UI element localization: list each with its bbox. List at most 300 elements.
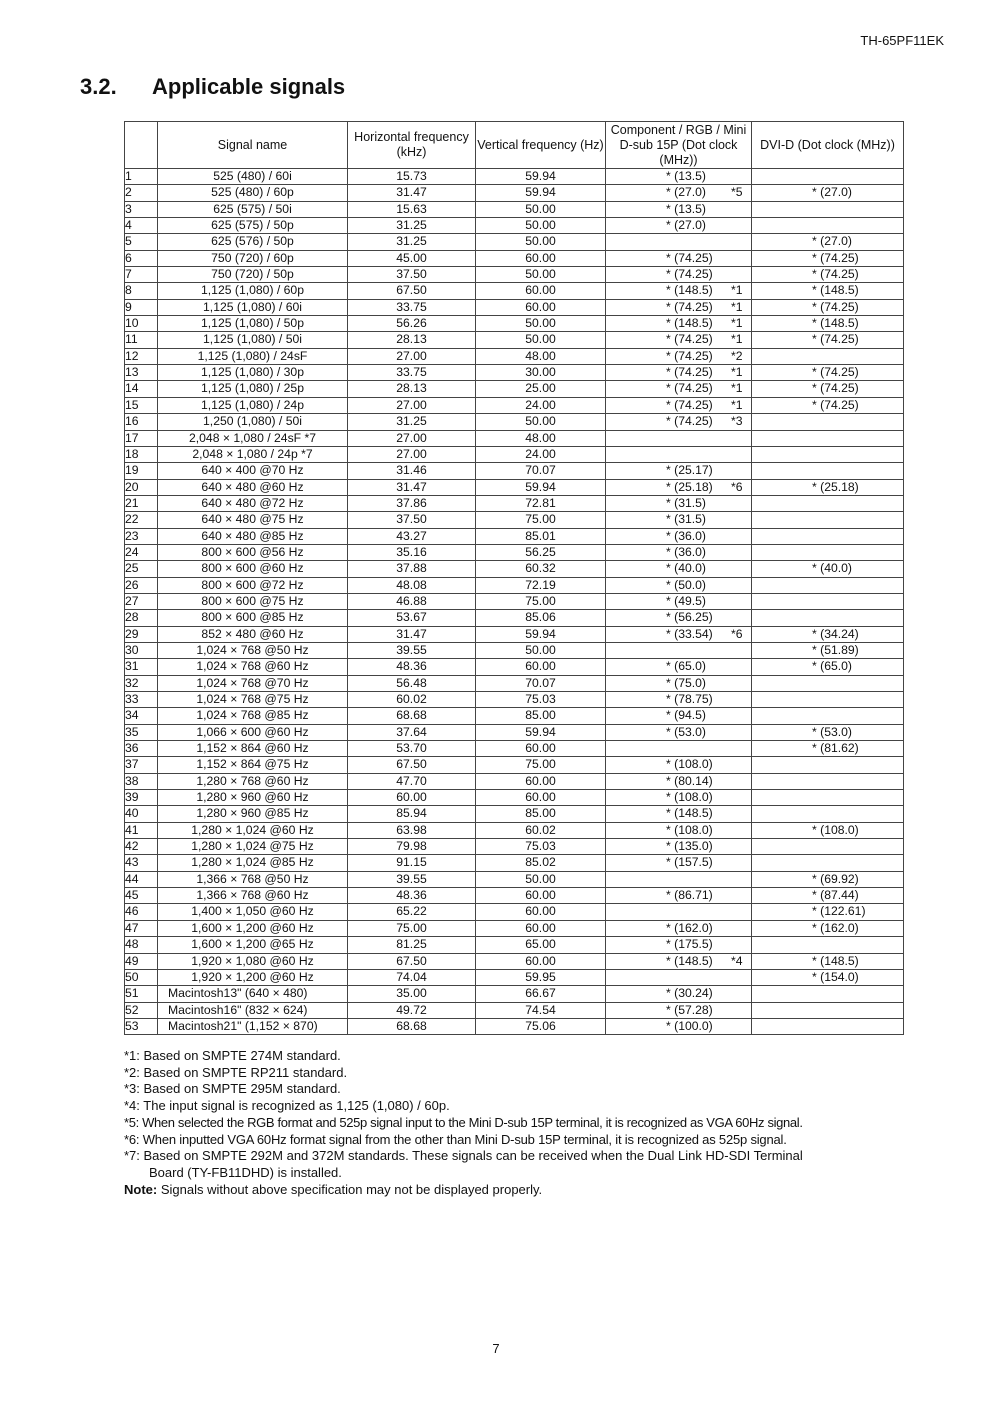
vertical-frequency: 50.00 xyxy=(476,267,606,283)
vertical-frequency: 56.25 xyxy=(476,544,606,560)
vertical-frequency: 60.00 xyxy=(476,299,606,315)
row-number: 16 xyxy=(125,414,158,430)
component-rgb-clock xyxy=(606,757,752,773)
horizontal-frequency: 27.00 xyxy=(348,430,476,446)
component-clock-value: * (33.54) xyxy=(666,626,713,641)
vertical-frequency: 59.94 xyxy=(476,724,606,740)
component-rgb-clock xyxy=(606,185,752,201)
footnotes xyxy=(124,1048,803,1198)
component-clock-value: * (108.0) xyxy=(666,790,713,805)
horizontal-frequency: 31.25 xyxy=(348,218,476,234)
dvi-clock-value: * (27.0) xyxy=(812,234,852,249)
dvi-clock-value: * (74.25) xyxy=(812,381,859,396)
row-number: 23 xyxy=(125,528,158,544)
dvi-d-clock xyxy=(752,250,904,266)
table-row xyxy=(125,986,904,1002)
horizontal-frequency: 75.00 xyxy=(348,920,476,936)
signal-name: 1,024 × 768 @60 Hz xyxy=(158,659,348,675)
table-row xyxy=(125,1002,904,1018)
vertical-frequency: 30.00 xyxy=(476,365,606,381)
vertical-frequency: 85.02 xyxy=(476,855,606,871)
dvi-clock-value: * (148.5) xyxy=(812,953,859,968)
row-number: 22 xyxy=(125,512,158,528)
dvi-d-clock xyxy=(752,806,904,822)
row-number: 31 xyxy=(125,659,158,675)
table-row xyxy=(125,757,904,773)
component-clock-value: * (74.25) xyxy=(666,332,713,347)
row-number: 32 xyxy=(125,675,158,691)
table-row xyxy=(125,283,904,299)
vertical-frequency: 50.00 xyxy=(476,332,606,348)
component-rgb-clock xyxy=(606,381,752,397)
row-number: 18 xyxy=(125,446,158,462)
horizontal-frequency: 67.50 xyxy=(348,953,476,969)
component-clock-value: * (108.0) xyxy=(666,757,713,772)
component-clock-value: * (25.17) xyxy=(666,463,713,478)
dvi-clock-value: * (74.25) xyxy=(812,250,859,265)
dvi-clock-value: * (162.0) xyxy=(812,920,859,935)
component-clock-value: * (148.5) xyxy=(666,806,713,821)
table-row xyxy=(125,299,904,315)
vertical-frequency: 85.00 xyxy=(476,708,606,724)
vertical-frequency: 25.00 xyxy=(476,381,606,397)
component-clock-value: * (148.5) xyxy=(666,953,713,968)
horizontal-frequency: 79.98 xyxy=(348,839,476,855)
vertical-frequency: 66.67 xyxy=(476,986,606,1002)
row-number: 36 xyxy=(125,741,158,757)
dvi-d-clock xyxy=(752,299,904,315)
horizontal-frequency: 45.00 xyxy=(348,250,476,266)
horizontal-frequency: 60.00 xyxy=(348,790,476,806)
component-clock-value: * (148.5) xyxy=(666,283,713,298)
vertical-frequency: 60.00 xyxy=(476,250,606,266)
dvi-d-clock xyxy=(752,348,904,364)
component-clock-value: * (74.25) xyxy=(666,397,713,412)
component-rgb-clock xyxy=(606,479,752,495)
footnote-6: *6: When inputted VGA 60Hz format signal from the other than Mini D-sub 15P terminal, it is recognized as 525p signal. xyxy=(124,1131,787,1147)
signal-name: 1,125 (1,080) / 25p xyxy=(158,381,348,397)
component-clock-value: * (108.0) xyxy=(666,822,713,837)
component-rgb-clock xyxy=(606,659,752,675)
signal-name: 1,066 × 600 @60 Hz xyxy=(158,724,348,740)
component-clock-value: * (74.25) xyxy=(666,250,713,265)
dvi-clock-value: * (25.18) xyxy=(812,479,859,494)
table-row xyxy=(125,806,904,822)
signal-name: 525 (480) / 60i xyxy=(158,169,348,185)
signal-name: 640 × 480 @85 Hz xyxy=(158,528,348,544)
vertical-frequency: 59.94 xyxy=(476,479,606,495)
dvi-clock-value: * (74.25) xyxy=(812,332,859,347)
table-row xyxy=(125,250,904,266)
dvi-d-clock xyxy=(752,332,904,348)
horizontal-frequency: 91.15 xyxy=(348,855,476,871)
table-row xyxy=(125,512,904,528)
component-rgb-clock xyxy=(606,169,752,185)
table-row xyxy=(125,414,904,430)
component-footnote-ref: *1 xyxy=(731,381,743,396)
dvi-d-clock xyxy=(752,871,904,887)
row-number: 11 xyxy=(125,332,158,348)
dvi-d-clock xyxy=(752,708,904,724)
component-clock-value: * (27.0) xyxy=(666,185,706,200)
vertical-frequency: 60.00 xyxy=(476,283,606,299)
dvi-d-clock xyxy=(752,430,904,446)
signal-name: 1,125 (1,080) / 24p xyxy=(158,397,348,413)
component-rgb-clock xyxy=(606,430,752,446)
vertical-frequency: 50.00 xyxy=(476,234,606,250)
header-signal-name: Signal name xyxy=(158,122,348,169)
signal-name: 750 (720) / 50p xyxy=(158,267,348,283)
component-rgb-clock xyxy=(606,299,752,315)
vertical-frequency: 70.07 xyxy=(476,675,606,691)
signal-name: 525 (480) / 60p xyxy=(158,185,348,201)
horizontal-frequency: 39.55 xyxy=(348,871,476,887)
vertical-frequency: 59.94 xyxy=(476,626,606,642)
vertical-frequency: 50.00 xyxy=(476,871,606,887)
component-rgb-clock xyxy=(606,675,752,691)
vertical-frequency: 74.54 xyxy=(476,1002,606,1018)
vertical-frequency: 72.19 xyxy=(476,577,606,593)
table-row xyxy=(125,381,904,397)
horizontal-frequency: 46.88 xyxy=(348,593,476,609)
component-footnote-ref: *1 xyxy=(731,397,743,412)
signal-name: 625 (575) / 50i xyxy=(158,201,348,217)
model-number: TH-65PF11EK xyxy=(860,33,944,48)
signal-name: 640 × 480 @75 Hz xyxy=(158,512,348,528)
horizontal-frequency: 39.55 xyxy=(348,642,476,658)
row-number: 27 xyxy=(125,593,158,609)
component-clock-value: * (78.75) xyxy=(666,692,713,706)
signal-name: 1,600 × 1,200 @60 Hz xyxy=(158,920,348,936)
horizontal-frequency: 48.08 xyxy=(348,577,476,593)
dvi-clock-value: * (40.0) xyxy=(812,561,852,576)
dvi-d-clock xyxy=(752,512,904,528)
vertical-frequency: 60.00 xyxy=(476,773,606,789)
horizontal-frequency: 67.50 xyxy=(348,283,476,299)
vertical-frequency: 50.00 xyxy=(476,414,606,430)
signal-name: 1,152 × 864 @75 Hz xyxy=(158,757,348,773)
component-footnote-ref: *5 xyxy=(731,185,743,200)
vertical-frequency: 65.00 xyxy=(476,937,606,953)
row-number: 6 xyxy=(125,250,158,266)
component-clock-value: * (100.0) xyxy=(666,1018,713,1033)
component-rgb-clock xyxy=(606,201,752,217)
row-number: 24 xyxy=(125,544,158,560)
component-rgb-clock xyxy=(606,561,752,577)
component-clock-value: * (65.0) xyxy=(666,659,706,674)
signal-name: 1,125 (1,080) / 30p xyxy=(158,365,348,381)
table-row xyxy=(125,953,904,969)
vertical-frequency: 75.00 xyxy=(476,757,606,773)
vertical-frequency: 60.00 xyxy=(476,953,606,969)
dvi-d-clock xyxy=(752,169,904,185)
component-clock-value: * (74.25) xyxy=(666,414,713,429)
component-rgb-clock xyxy=(606,741,752,757)
vertical-frequency: 75.00 xyxy=(476,593,606,609)
horizontal-frequency: 68.68 xyxy=(348,708,476,724)
table-row xyxy=(125,397,904,413)
component-rgb-clock xyxy=(606,871,752,887)
note-text: Signals without above specification may not be displayed properly. xyxy=(157,1181,543,1197)
dvi-d-clock xyxy=(752,659,904,675)
component-clock-value: * (135.0) xyxy=(666,839,713,854)
vertical-frequency: 50.00 xyxy=(476,201,606,217)
dvi-d-clock xyxy=(752,642,904,658)
vertical-frequency: 85.06 xyxy=(476,610,606,626)
table-row xyxy=(125,626,904,642)
component-rgb-clock xyxy=(606,822,752,838)
component-rgb-clock xyxy=(606,512,752,528)
vertical-frequency: 59.94 xyxy=(476,185,606,201)
table-row xyxy=(125,724,904,740)
component-rgb-clock xyxy=(606,593,752,609)
vertical-frequency: 24.00 xyxy=(476,446,606,462)
footnote-4: *4: The input signal is recognized as 1,125 (1,080) / 60p. xyxy=(124,1098,450,1114)
row-number: 46 xyxy=(125,904,158,920)
component-rgb-clock xyxy=(606,316,752,332)
signal-name: 1,125 (1,080) / 60i xyxy=(158,299,348,315)
table-row xyxy=(125,463,904,479)
horizontal-frequency: 37.50 xyxy=(348,267,476,283)
header-component-rgb: Component / RGB / Mini D-sub 15P (Dot clock (MHz)) xyxy=(606,122,752,169)
signal-name: 1,366 × 768 @50 Hz xyxy=(158,871,348,887)
dvi-d-clock xyxy=(752,495,904,511)
dvi-d-clock xyxy=(752,577,904,593)
row-number: 45 xyxy=(125,888,158,904)
signal-name: Macintosh13" (640 × 480) xyxy=(158,986,348,1002)
dvi-d-clock xyxy=(752,675,904,691)
horizontal-frequency: 53.67 xyxy=(348,610,476,626)
component-footnote-ref: *1 xyxy=(731,299,743,314)
signal-name: 1,280 × 1,024 @75 Hz xyxy=(158,839,348,855)
table-row xyxy=(125,610,904,626)
component-clock-value: * (50.0) xyxy=(666,577,706,592)
row-number: 30 xyxy=(125,642,158,658)
component-rgb-clock xyxy=(606,267,752,283)
signal-name: 2,048 × 1,080 / 24sF *7 xyxy=(158,430,348,446)
horizontal-frequency: 37.86 xyxy=(348,495,476,511)
component-rgb-clock xyxy=(606,577,752,593)
dvi-d-clock xyxy=(752,414,904,430)
dvi-d-clock xyxy=(752,937,904,953)
dvi-clock-value: * (108.0) xyxy=(812,822,859,837)
signal-name: 1,400 × 1,050 @60 Hz xyxy=(158,904,348,920)
component-footnote-ref: *1 xyxy=(731,332,743,347)
horizontal-frequency: 49.72 xyxy=(348,1002,476,1018)
component-clock-value: * (27.0) xyxy=(666,218,706,233)
component-rgb-clock xyxy=(606,446,752,462)
table-row xyxy=(125,430,904,446)
vertical-frequency: 50.00 xyxy=(476,218,606,234)
component-rgb-clock xyxy=(606,773,752,789)
component-clock-value: * (86.71) xyxy=(666,888,713,903)
dvi-d-clock xyxy=(752,234,904,250)
dvi-clock-value: * (69.92) xyxy=(812,871,859,886)
component-rgb-clock xyxy=(606,250,752,266)
row-number: 37 xyxy=(125,757,158,773)
table-row xyxy=(125,822,904,838)
component-footnote-ref: *1 xyxy=(731,316,743,331)
section-title: Applicable signals xyxy=(152,74,346,99)
table-row xyxy=(125,904,904,920)
header-no xyxy=(125,122,158,169)
horizontal-frequency: 43.27 xyxy=(348,528,476,544)
horizontal-frequency: 28.13 xyxy=(348,381,476,397)
component-clock-value: * (94.5) xyxy=(666,708,706,723)
component-clock-value: * (74.25) xyxy=(666,365,713,380)
dvi-d-clock xyxy=(752,201,904,217)
component-clock-value: * (74.25) xyxy=(666,348,713,363)
dvi-d-clock xyxy=(752,561,904,577)
component-clock-value: * (30.24) xyxy=(666,986,713,1001)
signal-name: 625 (575) / 50p xyxy=(158,218,348,234)
table-row xyxy=(125,234,904,250)
component-clock-value: * (80.14) xyxy=(666,773,713,788)
horizontal-frequency: 37.88 xyxy=(348,561,476,577)
signal-name: 852 × 480 @60 Hz xyxy=(158,626,348,642)
table-row xyxy=(125,969,904,985)
component-clock-value: * (57.28) xyxy=(666,1002,713,1017)
component-clock-value: * (13.5) xyxy=(666,169,706,183)
dvi-d-clock xyxy=(752,822,904,838)
horizontal-frequency: 35.16 xyxy=(348,544,476,560)
signal-name: 1,024 × 768 @70 Hz xyxy=(158,675,348,691)
table-row xyxy=(125,937,904,953)
dvi-d-clock xyxy=(752,397,904,413)
vertical-frequency: 24.00 xyxy=(476,397,606,413)
dvi-d-clock xyxy=(752,986,904,1002)
dvi-d-clock xyxy=(752,479,904,495)
vertical-frequency: 75.03 xyxy=(476,692,606,708)
header-vertical-frequency: Vertical frequency (Hz) xyxy=(476,122,606,169)
row-number: 48 xyxy=(125,937,158,953)
header-dvi-d: DVI-D (Dot clock (MHz)) xyxy=(752,122,904,169)
vertical-frequency: 60.00 xyxy=(476,920,606,936)
table-row xyxy=(125,920,904,936)
signal-name: 625 (576) / 50p xyxy=(158,234,348,250)
footnote-3: *3: Based on SMPTE 295M standard. xyxy=(124,1081,341,1097)
horizontal-frequency: 56.26 xyxy=(348,316,476,332)
table-row xyxy=(125,218,904,234)
component-rgb-clock xyxy=(606,332,752,348)
vertical-frequency: 60.00 xyxy=(476,741,606,757)
table-row xyxy=(125,871,904,887)
component-clock-value: * (36.0) xyxy=(666,528,706,543)
horizontal-frequency: 81.25 xyxy=(348,937,476,953)
component-rgb-clock xyxy=(606,888,752,904)
dvi-d-clock xyxy=(752,724,904,740)
table-row xyxy=(125,561,904,577)
row-number: 17 xyxy=(125,430,158,446)
component-rgb-clock xyxy=(606,610,752,626)
dvi-clock-value: * (81.62) xyxy=(812,741,859,756)
dvi-d-clock xyxy=(752,888,904,904)
table-header-row xyxy=(125,122,904,169)
table-row xyxy=(125,659,904,675)
component-rgb-clock xyxy=(606,642,752,658)
dvi-d-clock xyxy=(752,920,904,936)
component-rgb-clock xyxy=(606,1002,752,1018)
row-number: 5 xyxy=(125,234,158,250)
component-footnote-ref: *1 xyxy=(731,365,743,380)
horizontal-frequency: 67.50 xyxy=(348,757,476,773)
signal-name: 750 (720) / 60p xyxy=(158,250,348,266)
table-row xyxy=(125,839,904,855)
horizontal-frequency: 56.48 xyxy=(348,675,476,691)
horizontal-frequency: 35.00 xyxy=(348,986,476,1002)
vertical-frequency: 75.06 xyxy=(476,1018,606,1034)
signal-name: 800 × 600 @72 Hz xyxy=(158,577,348,593)
component-rgb-clock xyxy=(606,365,752,381)
dvi-d-clock xyxy=(752,185,904,201)
component-clock-value: * (157.5) xyxy=(666,855,713,870)
row-number: 51 xyxy=(125,986,158,1002)
dvi-clock-value: * (122.61) xyxy=(812,904,866,919)
dvi-clock-value: * (87.44) xyxy=(812,888,859,903)
component-rgb-clock xyxy=(606,724,752,740)
component-rgb-clock xyxy=(606,806,752,822)
dvi-d-clock xyxy=(752,855,904,871)
signals-table xyxy=(124,121,904,1035)
table-row xyxy=(125,528,904,544)
signal-name: 1,125 (1,080) / 60p xyxy=(158,283,348,299)
component-rgb-clock xyxy=(606,920,752,936)
row-number: 26 xyxy=(125,577,158,593)
dvi-d-clock xyxy=(752,741,904,757)
signal-name: 640 × 400 @70 Hz xyxy=(158,463,348,479)
component-clock-value: * (53.0) xyxy=(666,724,706,739)
dvi-d-clock xyxy=(752,626,904,642)
horizontal-frequency: 15.63 xyxy=(348,201,476,217)
component-rgb-clock xyxy=(606,234,752,250)
row-number: 44 xyxy=(125,871,158,887)
row-number: 29 xyxy=(125,626,158,642)
dvi-d-clock xyxy=(752,953,904,969)
vertical-frequency: 59.95 xyxy=(476,969,606,985)
general-note xyxy=(124,1182,803,1199)
dvi-d-clock xyxy=(752,692,904,708)
component-rgb-clock xyxy=(606,626,752,642)
row-number: 9 xyxy=(125,299,158,315)
dvi-clock-value: * (148.5) xyxy=(812,316,859,331)
horizontal-frequency: 31.47 xyxy=(348,185,476,201)
row-number: 7 xyxy=(125,267,158,283)
table-row xyxy=(125,446,904,462)
signal-name: 1,920 × 1,200 @60 Hz xyxy=(158,969,348,985)
component-rgb-clock xyxy=(606,692,752,708)
dvi-clock-value: * (74.25) xyxy=(812,299,859,314)
dvi-clock-value: * (65.0) xyxy=(812,659,852,674)
signal-name: Macintosh21" (1,152 × 870) xyxy=(158,1018,348,1034)
table-row xyxy=(125,479,904,495)
component-rgb-clock xyxy=(606,528,752,544)
page-number: 7 xyxy=(492,1341,500,1356)
component-rgb-clock xyxy=(606,790,752,806)
row-number: 52 xyxy=(125,1002,158,1018)
dvi-clock-value: * (53.0) xyxy=(812,724,852,739)
dvi-d-clock xyxy=(752,610,904,626)
vertical-frequency: 70.07 xyxy=(476,463,606,479)
horizontal-frequency: 68.68 xyxy=(348,1018,476,1034)
table-row xyxy=(125,593,904,609)
vertical-frequency: 60.00 xyxy=(476,790,606,806)
row-number: 49 xyxy=(125,953,158,969)
row-number: 21 xyxy=(125,495,158,511)
signal-name: 800 × 600 @75 Hz xyxy=(158,593,348,609)
vertical-frequency: 59.94 xyxy=(476,169,606,185)
component-clock-value: * (75.0) xyxy=(666,675,706,690)
component-rgb-clock xyxy=(606,1018,752,1034)
